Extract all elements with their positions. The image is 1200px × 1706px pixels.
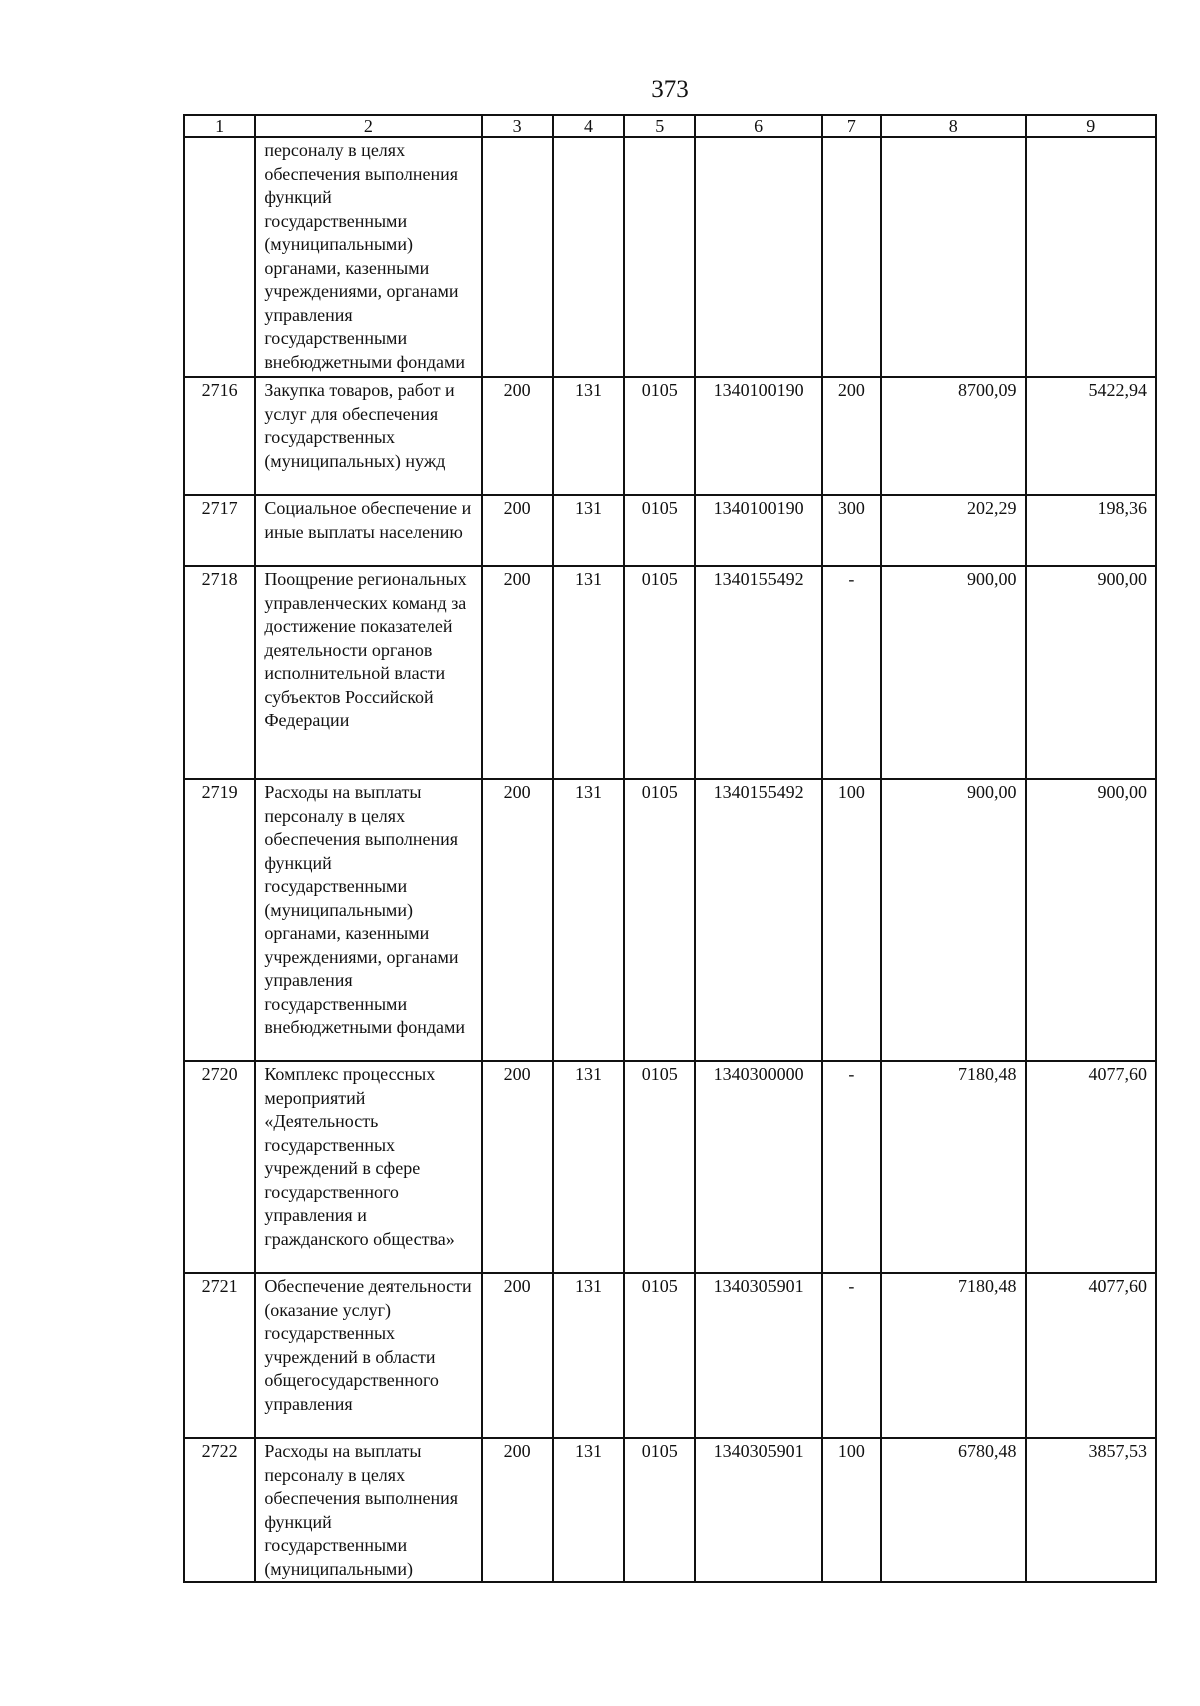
page-number: 373 — [651, 76, 689, 103]
row-name: Обеспечение деятельности (оказание услуг) государственных учреждений в области общегосударственного управления — [255, 1273, 481, 1438]
table-row — [184, 779, 1156, 1061]
row-number: 2720 — [184, 1061, 255, 1273]
table-row — [184, 1061, 1156, 1273]
column-header: 7 — [822, 115, 881, 137]
row-name: Расходы на выплаты персоналу в целях обеспечения выполнения функций государственными (муниципальными) — [255, 1438, 481, 1582]
column-header: 2 — [255, 115, 481, 137]
cell-col9: 198,36 — [1026, 495, 1156, 566]
row-number: 2718 — [184, 566, 255, 779]
cell-col6: 1340155492 — [695, 566, 821, 779]
row-name: Поощрение региональных управленческих команд за достижение показателей деятельности органов исполнительной власти субъектов Российской Федерации — [255, 566, 481, 779]
cell-col8: 6780,48 — [881, 1438, 1026, 1582]
cell-col8: 7180,48 — [881, 1061, 1026, 1273]
cell-col3 — [482, 137, 553, 377]
table-row — [184, 1273, 1156, 1438]
cell-col9 — [1026, 137, 1156, 377]
cell-col6: 1340155492 — [695, 779, 821, 1061]
cell-col5: 0105 — [624, 1438, 695, 1582]
row-number: 2716 — [184, 377, 255, 495]
row-name: Закупка товаров, работ и услуг для обеспечения государственных (муниципальных) нужд — [255, 377, 481, 495]
cell-col4: 131 — [553, 1061, 624, 1273]
table-row — [184, 137, 1156, 377]
table-row — [184, 566, 1156, 779]
table-header-row — [184, 115, 1156, 137]
cell-col9: 4077,60 — [1026, 1273, 1156, 1438]
row-name: персоналу в целях обеспечения выполнения функций государственными (муниципальными) органами, казенными учреждениями, органами управления государственными внебюджетными фондами — [255, 137, 481, 377]
cell-col7: 200 — [822, 377, 881, 495]
row-number — [184, 137, 255, 377]
cell-col8: 7180,48 — [881, 1273, 1026, 1438]
table-row — [184, 377, 1156, 495]
row-number: 2722 — [184, 1438, 255, 1582]
cell-col4: 131 — [553, 1273, 624, 1438]
cell-col3: 200 — [482, 495, 553, 566]
cell-col7: 100 — [822, 779, 881, 1061]
cell-col5: 0105 — [624, 566, 695, 779]
column-header: 3 — [482, 115, 553, 137]
cell-col3: 200 — [482, 566, 553, 779]
cell-col7: - — [822, 1273, 881, 1438]
cell-col4: 131 — [553, 377, 624, 495]
cell-col5 — [624, 137, 695, 377]
cell-col6: 1340100190 — [695, 495, 821, 566]
column-header: 1 — [184, 115, 255, 137]
table-row — [184, 495, 1156, 566]
cell-col6: 1340100190 — [695, 377, 821, 495]
cell-col5: 0105 — [624, 377, 695, 495]
cell-col4: 131 — [553, 566, 624, 779]
cell-col8: 900,00 — [881, 566, 1026, 779]
cell-col6: 1340300000 — [695, 1061, 821, 1273]
cell-col6: 1340305901 — [695, 1273, 821, 1438]
cell-col5: 0105 — [624, 1273, 695, 1438]
column-header: 5 — [624, 115, 695, 137]
row-name: Комплекс процессных мероприятий «Деятельность государственных учреждений в сфере государственного управления и гражданского общества» — [255, 1061, 481, 1273]
cell-col3: 200 — [482, 377, 553, 495]
cell-col5: 0105 — [624, 779, 695, 1061]
row-number: 2721 — [184, 1273, 255, 1438]
cell-col6 — [695, 137, 821, 377]
cell-col8: 8700,09 — [881, 377, 1026, 495]
cell-col3: 200 — [482, 1273, 553, 1438]
cell-col4: 131 — [553, 1438, 624, 1582]
cell-col5: 0105 — [624, 1061, 695, 1273]
cell-col5: 0105 — [624, 495, 695, 566]
cell-col3: 200 — [482, 779, 553, 1061]
cell-col3: 200 — [482, 1438, 553, 1582]
row-name: Расходы на выплаты персоналу в целях обеспечения выполнения функций государственными (муниципальными) органами, казенными учреждениями, органами управления государственными внебюджетными фондами — [255, 779, 481, 1061]
cell-col9: 4077,60 — [1026, 1061, 1156, 1273]
row-number: 2719 — [184, 779, 255, 1061]
column-header: 9 — [1026, 115, 1156, 137]
cell-col6: 1340305901 — [695, 1438, 821, 1582]
cell-col8: 900,00 — [881, 779, 1026, 1061]
cell-col4: 131 — [553, 779, 624, 1061]
cell-col4: 131 — [553, 495, 624, 566]
cell-col7: - — [822, 566, 881, 779]
cell-col4 — [553, 137, 624, 377]
cell-col9: 900,00 — [1026, 566, 1156, 779]
cell-col9: 3857,53 — [1026, 1438, 1156, 1582]
cell-col3: 200 — [482, 1061, 553, 1273]
cell-col8 — [881, 137, 1026, 377]
row-name: Социальное обеспечение и иные выплаты населению — [255, 495, 481, 566]
column-header: 4 — [553, 115, 624, 137]
cell-col7: 100 — [822, 1438, 881, 1582]
budget-table — [183, 114, 1157, 1583]
row-number: 2717 — [184, 495, 255, 566]
cell-col7 — [822, 137, 881, 377]
cell-col9: 5422,94 — [1026, 377, 1156, 495]
cell-col8: 202,29 — [881, 495, 1026, 566]
column-header: 6 — [695, 115, 821, 137]
cell-col7: 300 — [822, 495, 881, 566]
table-row — [184, 1438, 1156, 1582]
cell-col7: - — [822, 1061, 881, 1273]
column-header: 8 — [881, 115, 1026, 137]
cell-col9: 900,00 — [1026, 779, 1156, 1061]
